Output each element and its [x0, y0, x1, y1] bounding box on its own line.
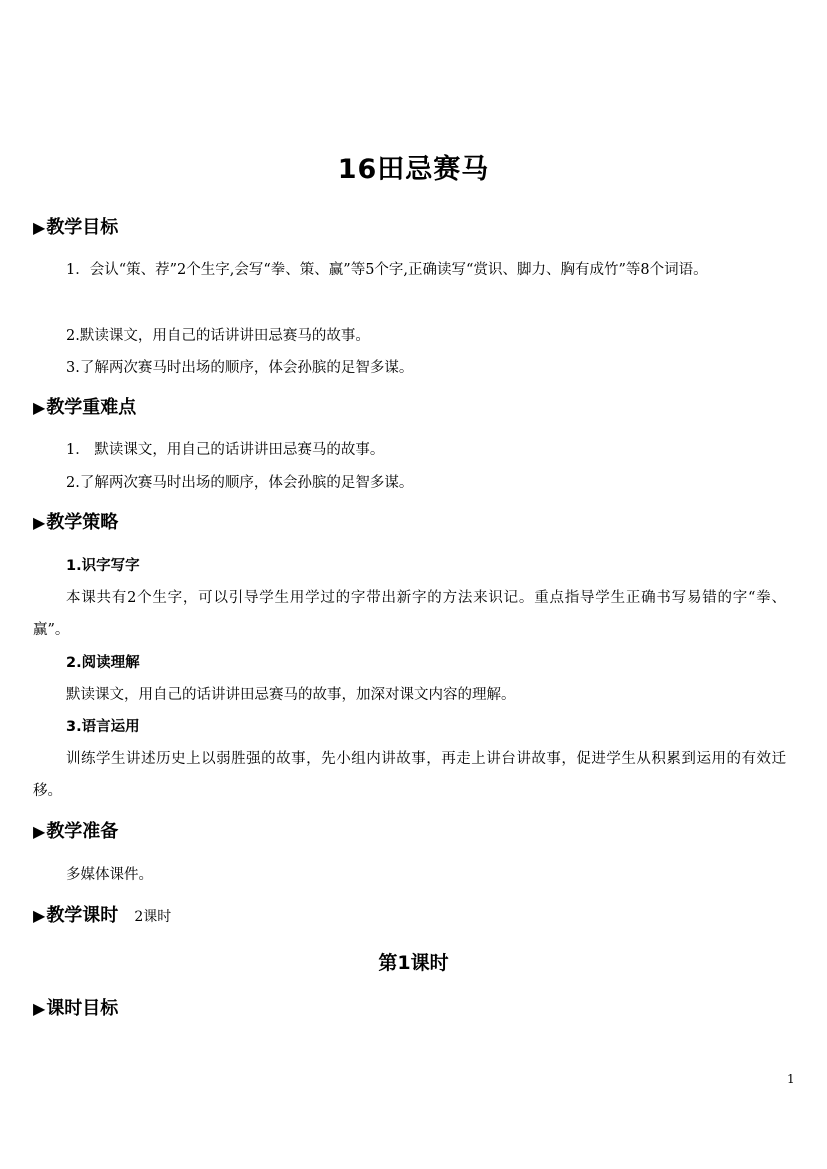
document-title: 16田忌赛马 — [337, 154, 490, 185]
section-heading-key-points: ▶教学重难点 — [33, 397, 137, 418]
strategy-subheading-3: 3.语言运用 — [66, 719, 140, 735]
triangle-bullet-icon: ▶ — [33, 513, 46, 532]
triangle-bullet-icon: ▶ — [33, 999, 46, 1018]
hours-value: 2课时 — [134, 909, 172, 925]
section-heading-lesson-objectives: ▶课时目标 — [33, 998, 119, 1019]
strategy-text-2: 默读课文，用自己的话讲讲田忌赛马的故事，加深对课文内容的理解。 — [66, 687, 516, 703]
strategy-subheading-2: 2.阅读理解 — [66, 655, 140, 671]
page-number: 1 — [787, 1072, 795, 1086]
triangle-bullet-icon: ▶ — [33, 822, 46, 841]
lesson-title: 第1课时 — [378, 952, 449, 974]
objective-item-2: 2.默读课文，用自己的话讲讲田忌赛马的故事。 — [66, 328, 370, 344]
triangle-bullet-icon: ▶ — [33, 906, 46, 925]
objective-item-3: 3.了解两次赛马时出场的顺序，体会孙膑的足智多谋。 — [66, 360, 414, 376]
strategy-text-3: 训练学生讲述历史上以弱胜强的故事，先小组内讲故事，再走上讲台讲故事，促进学生从积累到运用的有效迁移。 — [33, 751, 786, 799]
triangle-bullet-icon: ▶ — [33, 218, 46, 237]
section-heading-preparation: ▶教学准备 — [33, 821, 119, 842]
key-point-item-1: 1． 默读课文，用自己的话讲讲田忌赛马的故事。 — [66, 442, 385, 458]
strategy-subheading-1: 1.识字写字 — [66, 558, 140, 574]
section-heading-hours: ▶教学课时 2课时 — [33, 905, 172, 926]
section-heading-strategies: ▶教学策略 — [33, 512, 119, 533]
key-point-item-2: 2.了解两次赛马时出场的顺序，体会孙膑的足智多谋。 — [66, 475, 414, 491]
section-heading-objectives: ▶教学目标 — [33, 217, 119, 238]
preparation-text: 多媒体课件。 — [66, 867, 153, 883]
strategy-text-1: 本课共有2个生字，可以引导学生用学过的字带出新字的方法来识记。重点指导学生正确书写易错的字“拳、赢”。 — [33, 590, 786, 638]
triangle-bullet-icon: ▶ — [33, 398, 46, 417]
objective-item-1: 1．会认“策、荐”2个生字,会写“拳、策、赢”等5个字,正确读写“赏识、脚力、胸有成竹”等8个词语。 — [66, 262, 708, 278]
